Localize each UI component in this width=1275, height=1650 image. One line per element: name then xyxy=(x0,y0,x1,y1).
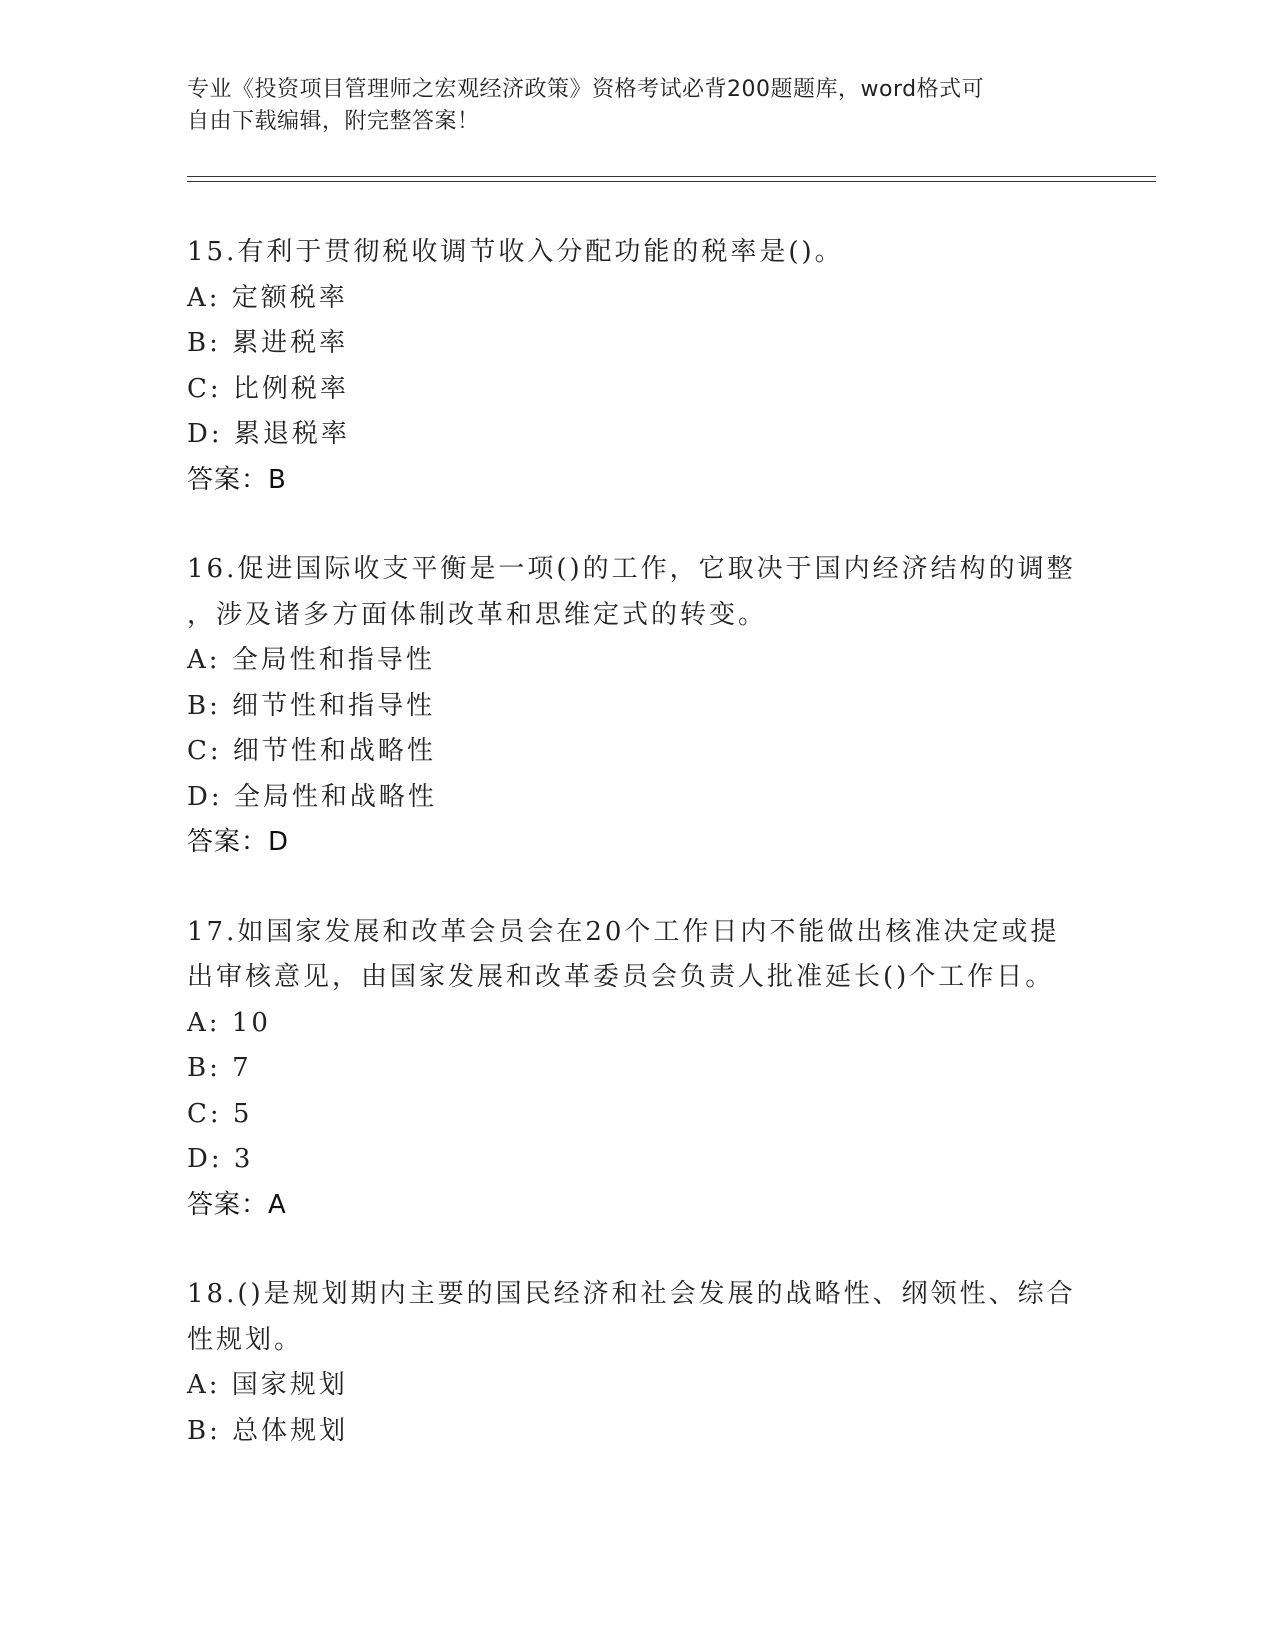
option-d: D: 全局性和战略性 xyxy=(187,781,437,812)
answer-line: 答案：D xyxy=(187,827,290,857)
question-stem: 15.有利于贯彻税收调节收入分配功能的税率是()。 xyxy=(187,237,844,267)
option-c: C: 细节性和战略性 xyxy=(187,736,436,766)
question-list xyxy=(187,230,1087,1498)
option-b: B: 累进税率 xyxy=(187,328,349,358)
option-b: B: 细节性和指导性 xyxy=(187,690,436,721)
option-a: A: 全局性和指导性 xyxy=(187,645,435,675)
question-stem: 18.()是规划期内主要的国民经济和社会发展的战略性、纲领性、综合 xyxy=(187,1279,1076,1309)
question-17 xyxy=(187,910,1087,1229)
option-b: B: 7 xyxy=(187,1053,252,1083)
option-a: A: 国家规划 xyxy=(187,1370,348,1400)
question-18 xyxy=(187,1272,1087,1454)
answer-line: 答案：A xyxy=(187,1189,287,1220)
question-15 xyxy=(187,230,1087,503)
answer-line: 答案：B xyxy=(187,464,287,495)
question-stem-continued: 出审核意见，由国家发展和改革委员会负责人批准延长()个工作日。 xyxy=(187,962,1055,992)
question-stem-continued: 性规划。 xyxy=(187,1324,304,1355)
question-stem: 16.促进国际收支平衡是一项()的工作，它取决于国内经济结构的调整 xyxy=(187,554,1076,584)
header-divider xyxy=(187,176,1156,182)
option-a: A: 10 xyxy=(187,1007,271,1038)
header-line-1: 专业《投资项目管理师之宏观经济政策》资格考试必背200题题库，word格式可 xyxy=(187,77,985,102)
option-d: D: 累退税率 xyxy=(187,419,350,449)
question-16 xyxy=(187,547,1087,866)
option-a: A: 定额税率 xyxy=(187,282,348,313)
question-stem-continued: ，涉及诸多方面体制改革和思维定式的转变。 xyxy=(187,599,768,630)
option-c: C: 比例税率 xyxy=(187,373,349,404)
question-stem: 17.如国家发展和改革会员会在20个工作日内不能做出核准决定或提 xyxy=(187,916,1060,947)
option-d: D: 3 xyxy=(187,1144,254,1174)
document-header xyxy=(187,74,1087,138)
option-c: C: 5 xyxy=(187,1098,253,1129)
option-b: B: 总体规划 xyxy=(187,1415,349,1446)
header-line-2: 自由下载编辑，附完整答案！ xyxy=(187,109,480,134)
